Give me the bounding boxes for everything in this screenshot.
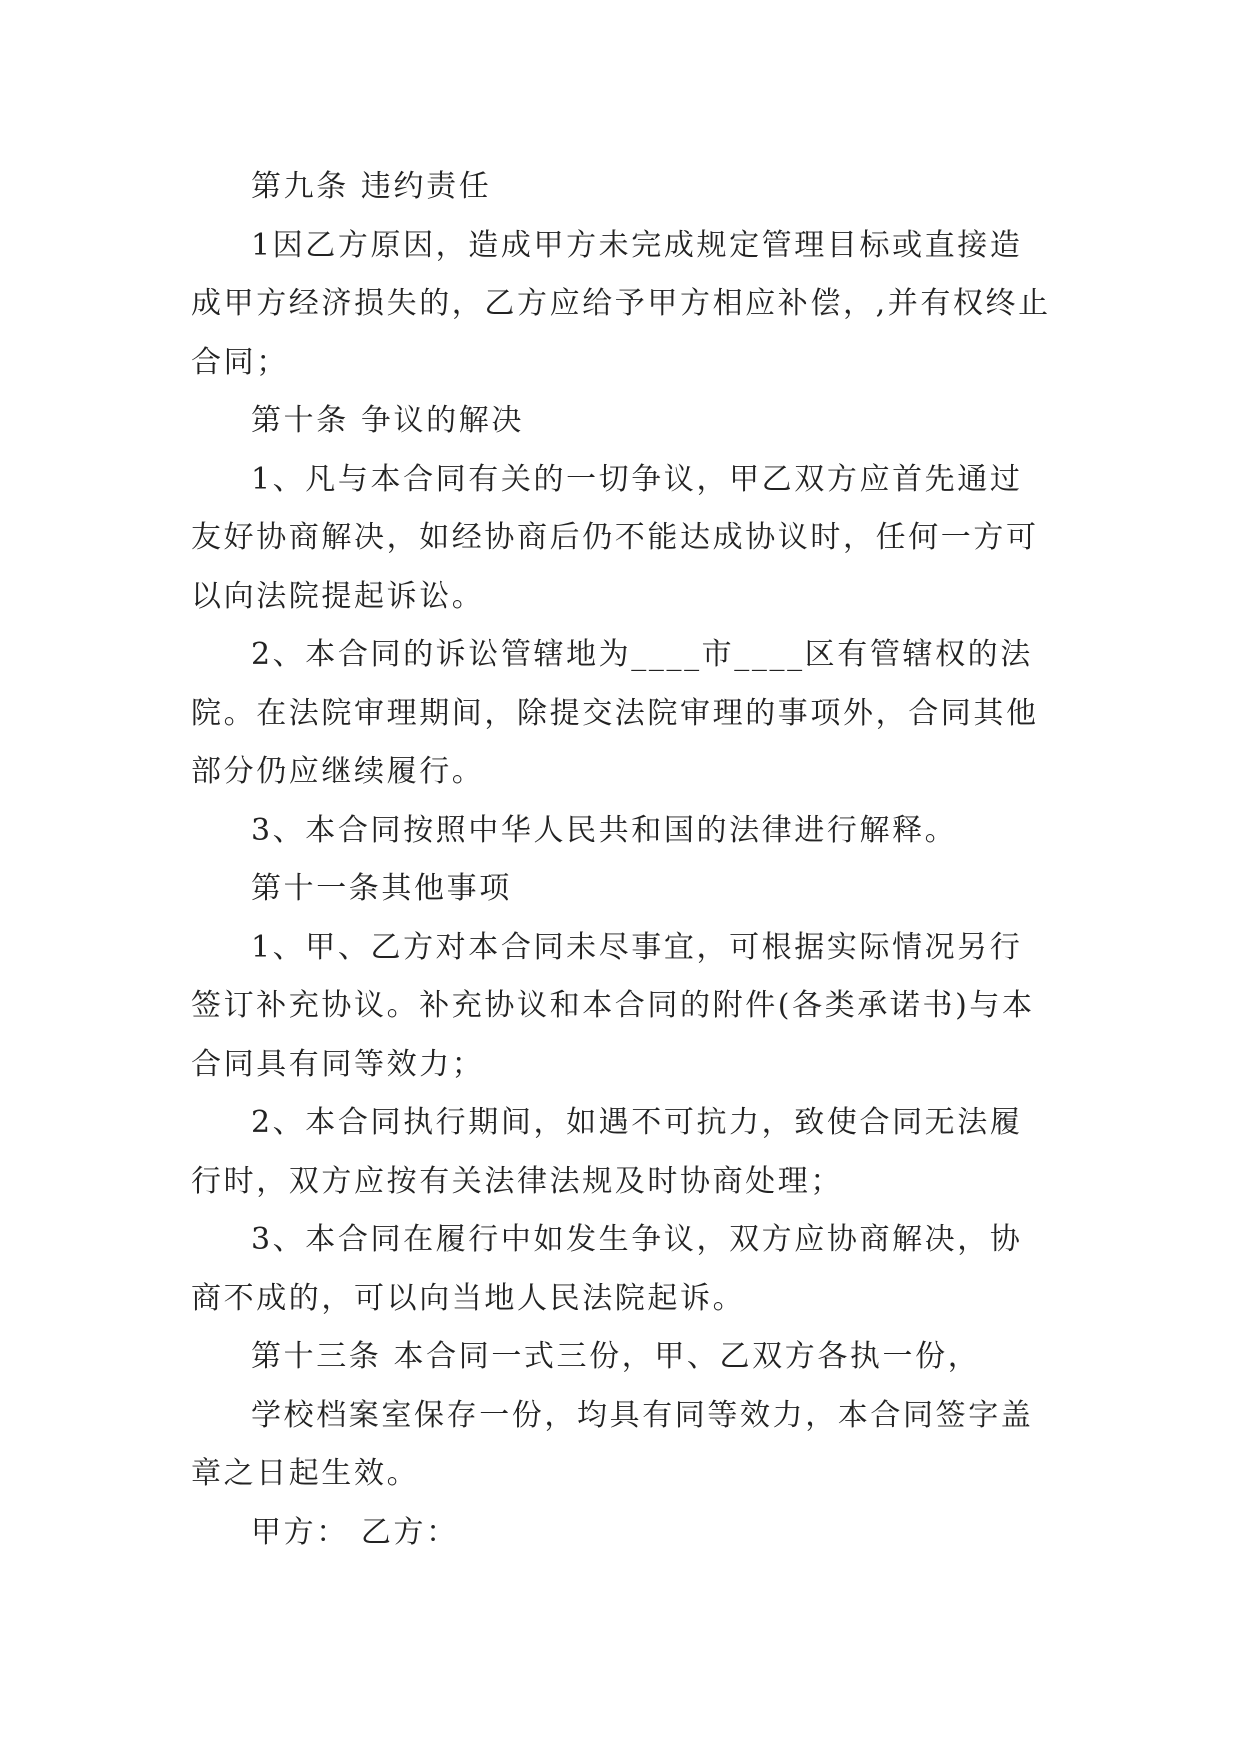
signature-line: 甲方： 乙方： [251, 1514, 459, 1550]
article-10-clause-2: 2、本合同的诉讼管辖地为____市____区有管辖权的法院。在法院审理期间，除提交法院审理的事项外，合同其他部分仍应继续履行。 [191, 637, 1039, 789]
article-9-clause-1: 1因乙方原因，造成甲方未完成规定管理目标或直接造成甲方经济损失的，乙方应给予甲方相应补偿，,并有权终止合同； [191, 227, 1051, 380]
document-body [191, 158, 1051, 1562]
article-9-heading: 第九条 违约责任 [251, 169, 492, 204]
article-13-text: 第十三条 本合同一式三份，甲、乙双方各执一份， [251, 1339, 981, 1374]
article-10-heading: 第十条 争议的解决 [251, 403, 524, 438]
article-10-clause-3: 3、本合同按照中华人民共和国的法律进行解释。 [251, 812, 958, 848]
article-11-clause-3: 3、本合同在履行中如发生争议，双方应协商解决，协商不成的，可以向当地人民法院起诉。 [191, 1222, 1023, 1316]
article-10-clause-1: 1、凡与本合同有关的一切争议，甲乙双方应首先通过友好协商解决，如经协商后仍不能达成协议时，任何一方可以向法院提起诉讼。 [191, 461, 1039, 614]
article-11-clause-2: 2、本合同执行期间，如遇不可抗力，致使合同无法履行时，双方应按有关法律法规及时协商处理； [191, 1105, 1023, 1199]
article-11-clause-1: 1、甲、乙方对本合同未尽事宜，可根据实际情况另行签订补充协议。补充协议和本合同的附件(各类承诺书)与本合同具有同等效力； [191, 929, 1035, 1082]
article-11-heading: 第十一条其他事项 [251, 871, 512, 906]
article-13-continuation: 学校档案室保存一份，均具有同等效力，本合同签字盖章之日起生效。 [191, 1397, 1034, 1491]
